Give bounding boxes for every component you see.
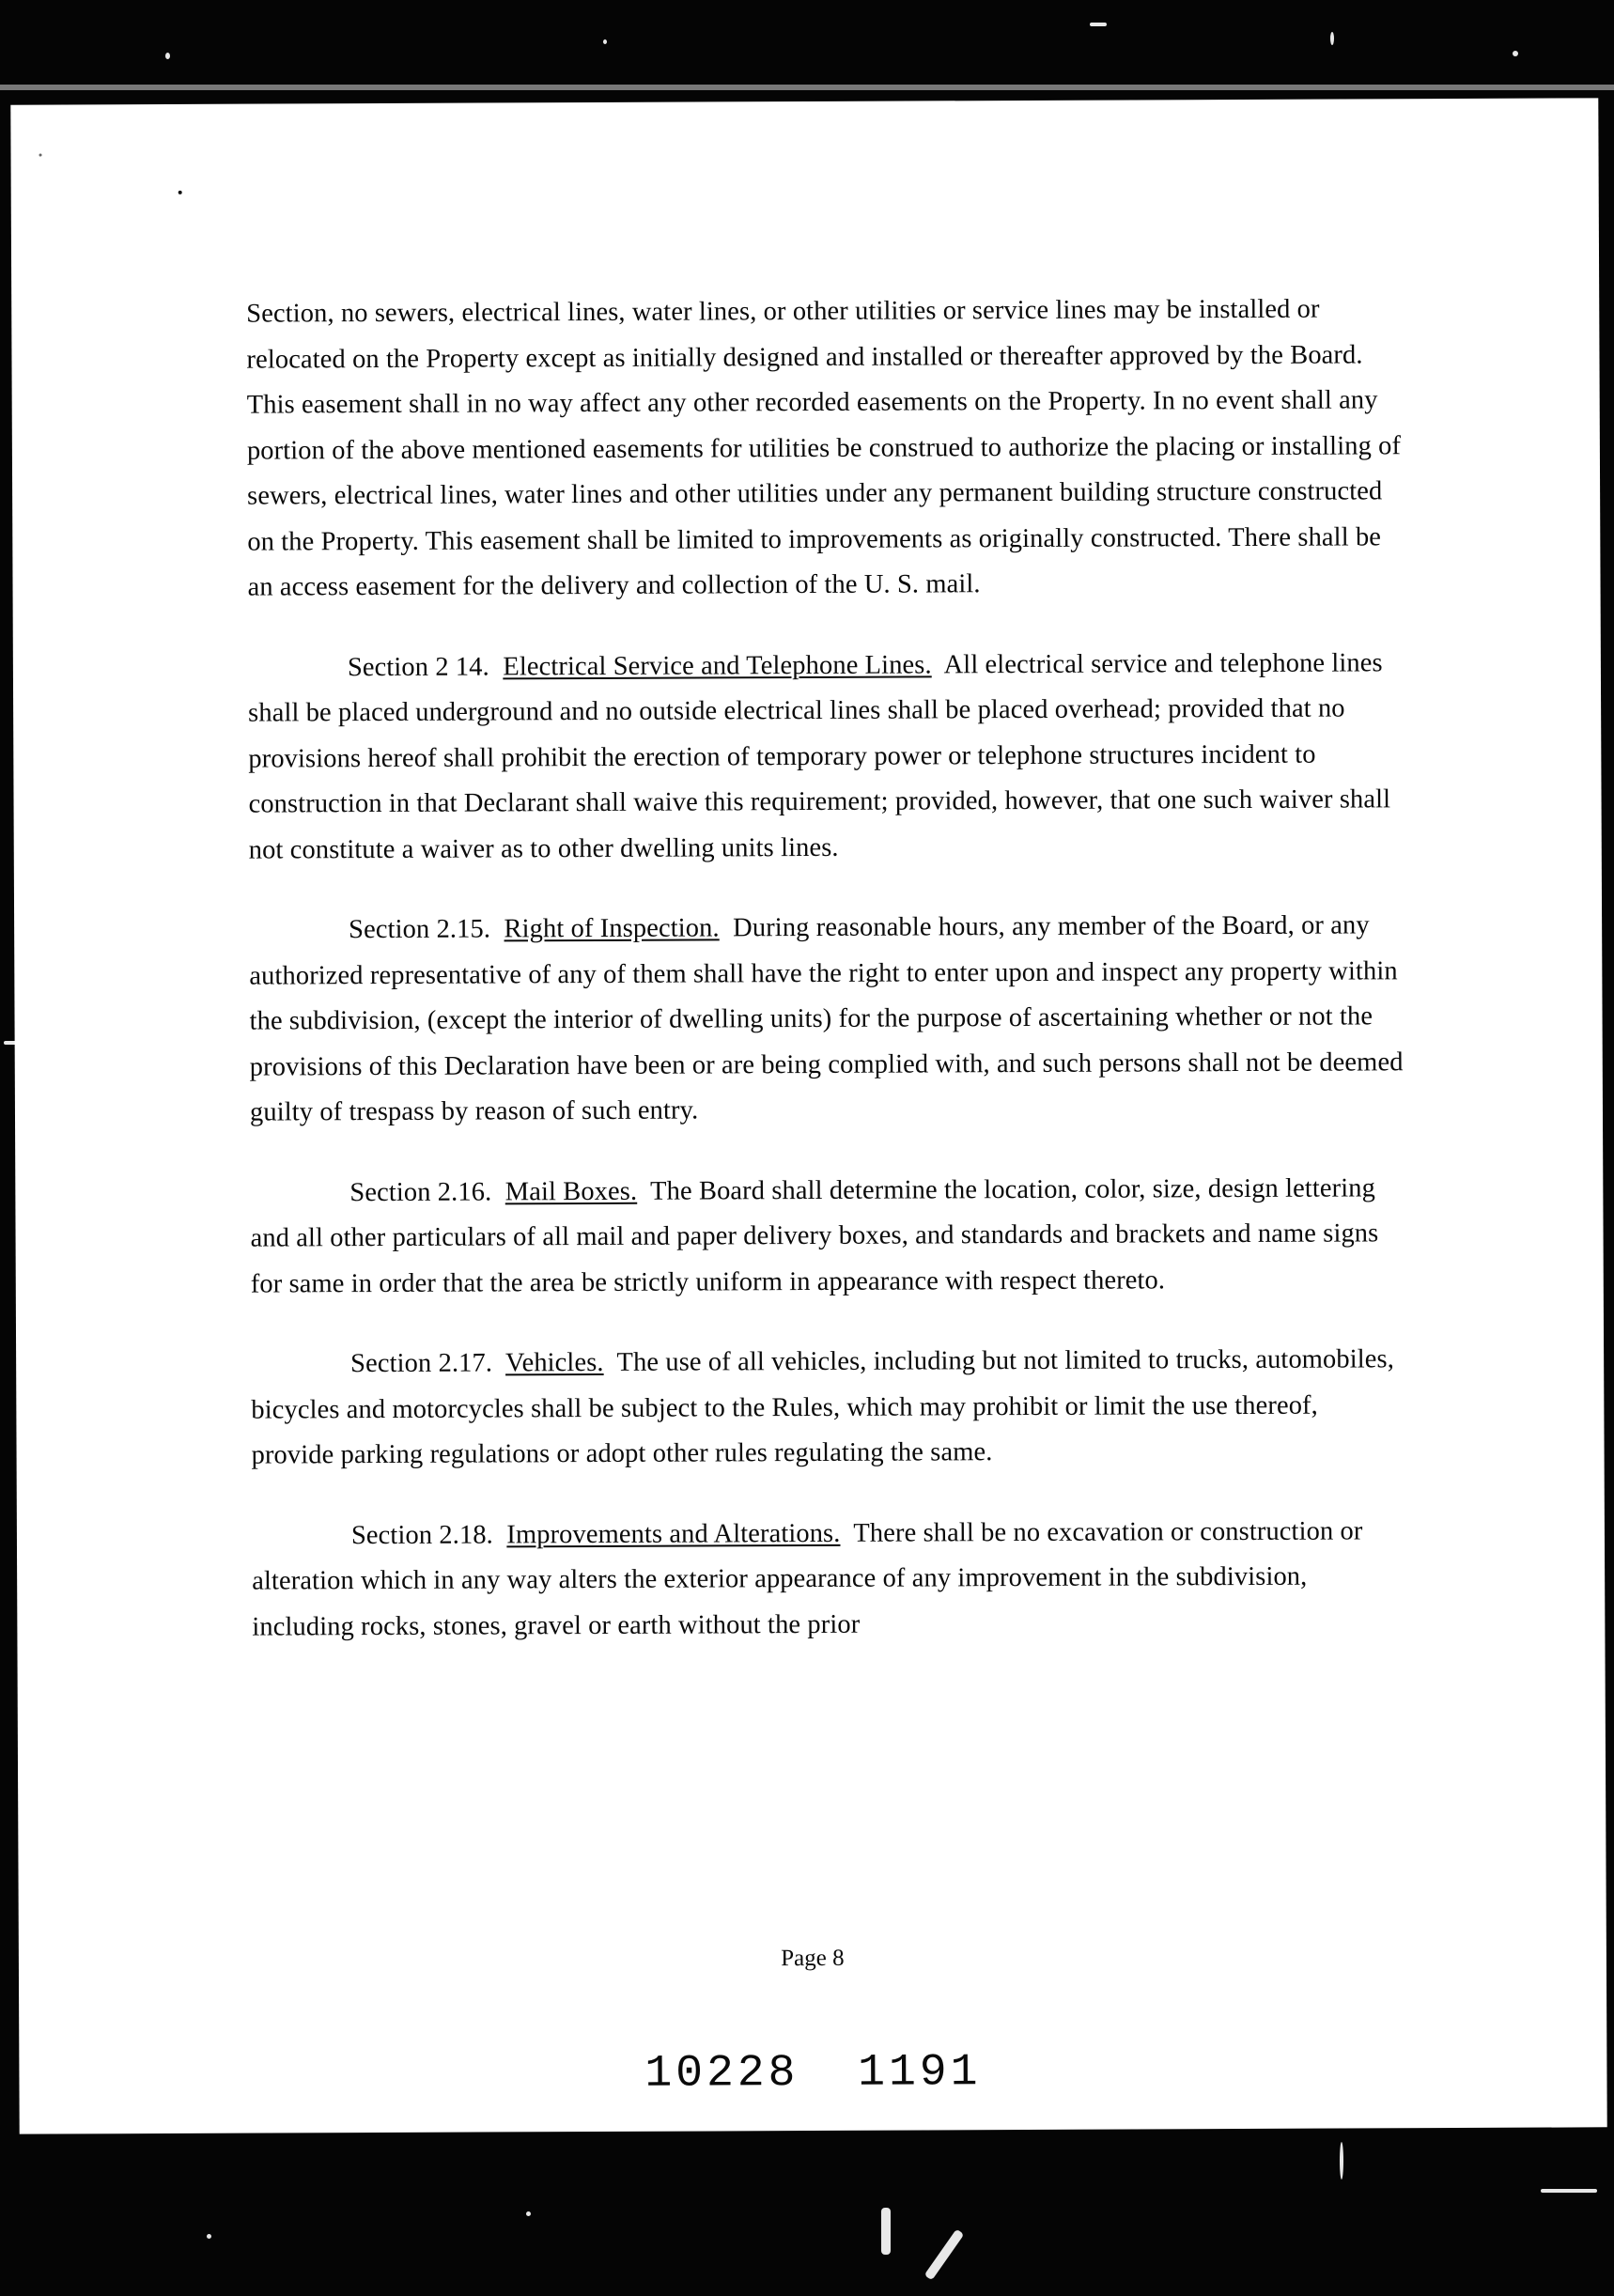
- recording-number: 10228 1191: [644, 2047, 982, 2100]
- page-number: Page 8: [781, 1945, 845, 1972]
- scan-speckle: [207, 2234, 211, 2239]
- paragraph-text: There shall be no excavation or construction or alteration which in any way alters the exterior appearance of any improvement in the subdivision, including rocks, stones, gravel or earth without the prior: [252, 1515, 1363, 1642]
- paragraph-text: Section, no sewers, electrical lines, water lines, or other utilities or service lines may be installed or relocated on the Property except as initially designed and installed or thereafter approved by the Board. This easement shall in no way affect any other recorded easements on the Property. In no event shall any portion of the above mentioned easements for utilities be construed to authorize the placing or installing of sewers, electrical lines, water lines and other utilities under any permanent building structure constructed on the Property. This easement shall be limited to improvements as originally constructed. There shall be an access easement for the delivery and collection of the U. S. mail.: [246, 294, 1402, 602]
- document-page: [10, 98, 1606, 2133]
- paragraph-text: The Board shall determine the location, color, size, design lettering and all other particulars of all mail and paper delivery boxes, and standards and brackets and name signs for same in order that the area be strictly uniform in appearance with respect thereto.: [250, 1172, 1379, 1299]
- scan-dot: [39, 154, 42, 157]
- scan-speckle: [165, 53, 170, 59]
- section-number: Section 2.15.: [349, 914, 491, 945]
- scan-speckle: [1541, 2189, 1597, 2193]
- section-number: Section 2.16.: [349, 1176, 492, 1207]
- section-heading: Right of Inspection.: [504, 913, 720, 944]
- scan-speckle: [1330, 32, 1334, 45]
- scan-speckle: [1090, 23, 1107, 26]
- section-heading: Improvements and Alterations.: [506, 1518, 841, 1549]
- section-2-15: [249, 903, 1405, 1136]
- section-heading: Mail Boxes.: [504, 1176, 638, 1206]
- section-heading: Vehicles.: [504, 1347, 604, 1378]
- section-2-14: [248, 641, 1404, 874]
- scan-speckle: [1513, 51, 1518, 56]
- scan-dot: [178, 191, 182, 194]
- section-number: Section 2 14.: [347, 651, 489, 682]
- paragraph-text: During reasonable hours, any member of the Board, or any authorized representative of any of them shall have the right to enter upon and inspect any property within the subdivision, (except the interior of dwelling units) for the purpose of ascertaining whether or not the provisions of this Declaration have been or are being complied with, and such persons shall not be deemed guilty of trespass by reason of such entry.: [249, 910, 1404, 1127]
- section-2-17: [251, 1337, 1407, 1479]
- section-heading: Electrical Service and Telephone Lines.: [503, 649, 932, 681]
- paragraph-text: The use of all vehicles, including but not limited to trucks, automobiles, bicycles and motorcycles shall be subject to the Rules, which may prohibit or limit the use thereof, provide parking regulations or adopt other rules regulating the same.: [251, 1344, 1394, 1470]
- section-2-18: [252, 1509, 1408, 1651]
- scan-speckle: [881, 2208, 891, 2255]
- scan-speckle: [526, 2211, 531, 2216]
- paragraph-text: All electrical service and telephone lines shall be placed underground and no outside electrical lines shall be placed overhead; provided that no provisions hereof shall prohibit the erection of temporary power or telephone structures incident to construction in that Declarant shall waive this requirement; provided, however, that one such waiver shall not constitute a waiver as to other dwelling units lines.: [248, 647, 1391, 865]
- scan-speckle: [1340, 2142, 1343, 2180]
- scan-speckle: [603, 39, 607, 44]
- section-number: Section 2.17.: [350, 1348, 493, 1379]
- section-2-16: [250, 1166, 1406, 1308]
- document-body: [246, 287, 1407, 1684]
- section-number: Section 2.18.: [350, 1519, 493, 1550]
- continuation-paragraph: [246, 287, 1403, 611]
- scan-edge-line: [0, 85, 1614, 90]
